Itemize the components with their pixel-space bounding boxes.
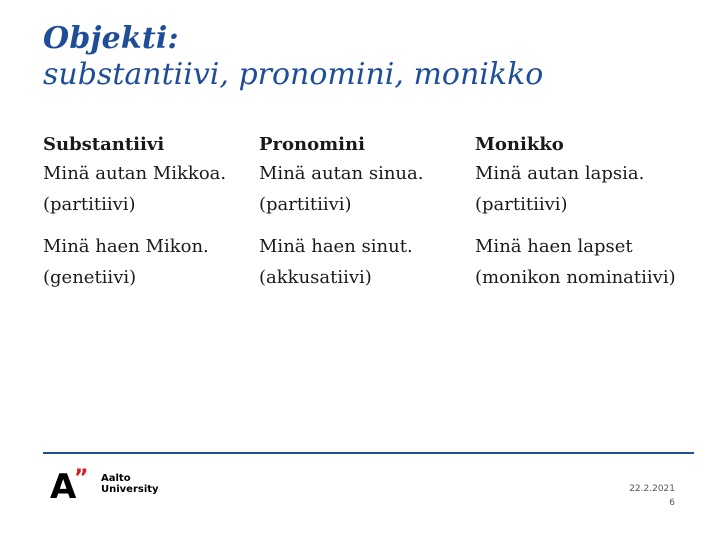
slide-title-subtitle: substantiivi, pronomini, monikko [43,57,544,92]
spacer [475,220,685,231]
column-heading: Substantiivi [43,134,165,155]
example-sentence: Minä autan lapsia. [475,163,645,184]
aalto-logo [50,466,190,509]
slide-title-main: Objekti: [43,21,179,56]
example-sentence: Minä autan sinua. [259,163,424,184]
spacer [43,220,253,231]
case-label: (monikon nominatiivi) [475,267,676,288]
case-label: (genetiivi) [43,267,137,288]
case-label: (partitiivi) [475,194,568,215]
case-label: (akkusatiivi) [259,267,372,288]
example-sentence: Minä autan Mikkoa. [43,163,227,184]
content-columns [43,132,703,312]
logo-quote-mark: ” [74,466,87,491]
column-heading: Monikko [475,134,564,155]
logo-text: Aalto University [101,473,159,495]
slide-title [43,21,544,92]
example-sentence: Minä haen lapset [475,236,633,257]
spacer [259,220,469,231]
column-pronomini [259,132,469,293]
footer-date: 22.2.2021 [629,484,675,494]
case-label: (partitiivi) [259,194,352,215]
page-number: 6 [669,498,675,508]
column-heading: Pronomini [259,134,365,155]
logo-letter: A [50,467,77,507]
example-sentence: Minä haen Mikon. [43,236,209,257]
case-label: (partitiivi) [43,194,136,215]
column-monikko [475,132,685,293]
column-substantiivi [43,132,253,293]
example-sentence: Minä haen sinut. [259,236,413,257]
footer-divider [43,452,694,454]
